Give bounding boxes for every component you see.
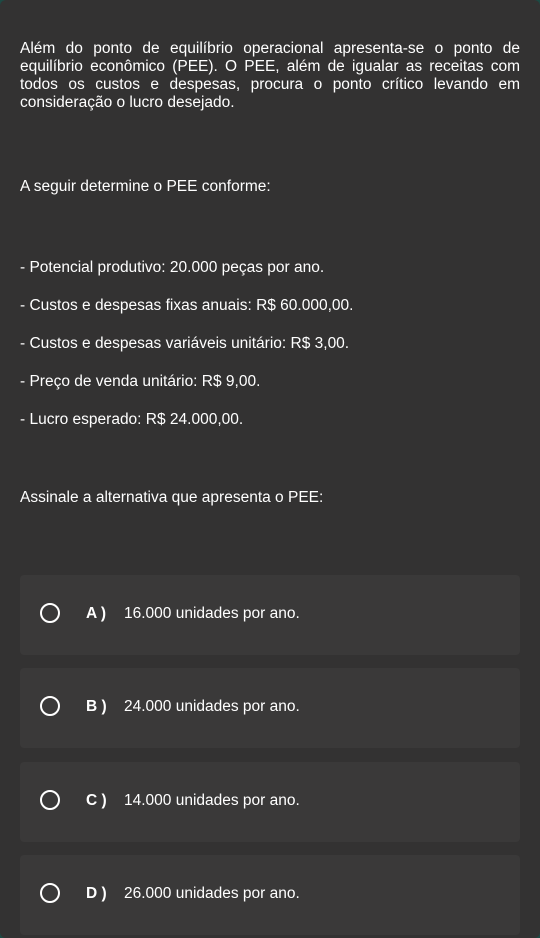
question-intro: Além do ponto de equilíbrio operacional apresenta-se o ponto de equilíbrio econômico (PEE). O PEE, além de igualar as receitas com todos os custos e despesas, procura o ponto crítico levando em consideração o lucro desejado. [20, 40, 520, 111]
radio-icon[interactable] [40, 883, 60, 903]
option-b[interactable] [20, 668, 520, 748]
option-letter: C ) [86, 792, 107, 809]
option-text: 26.000 unidades por ano. [124, 885, 300, 902]
radio-icon[interactable] [40, 696, 60, 716]
option-text: 16.000 unidades por ano. [124, 605, 300, 622]
radio-icon[interactable] [40, 790, 60, 810]
data-item-fixed-costs: - Custos e despesas fixas anuais: R$ 60.000,00. [20, 297, 354, 314]
question-prompt: Assinale a alternativa que apresenta o PEE: [20, 489, 324, 506]
option-d[interactable] [20, 855, 520, 935]
option-letter: A ) [86, 605, 107, 622]
data-item-sale-price: - Preço de venda unitário: R$ 9,00. [20, 373, 261, 390]
option-c[interactable] [20, 762, 520, 842]
option-letter: B ) [86, 698, 107, 715]
option-text: 24.000 unidades por ano. [124, 698, 300, 715]
option-text: 14.000 unidades por ano. [124, 792, 300, 809]
question-instruction: A seguir determine o PEE conforme: [20, 178, 271, 195]
radio-icon[interactable] [40, 603, 60, 623]
data-item-production: - Potencial produtivo: 20.000 peças por ano. [20, 259, 325, 276]
option-a[interactable] [20, 575, 520, 655]
option-letter: D ) [86, 885, 107, 902]
data-item-expected-profit: - Lucro esperado: R$ 24.000,00. [20, 411, 244, 428]
data-item-variable-costs: - Custos e despesas variáveis unitário: R$ 3,00. [20, 335, 350, 352]
